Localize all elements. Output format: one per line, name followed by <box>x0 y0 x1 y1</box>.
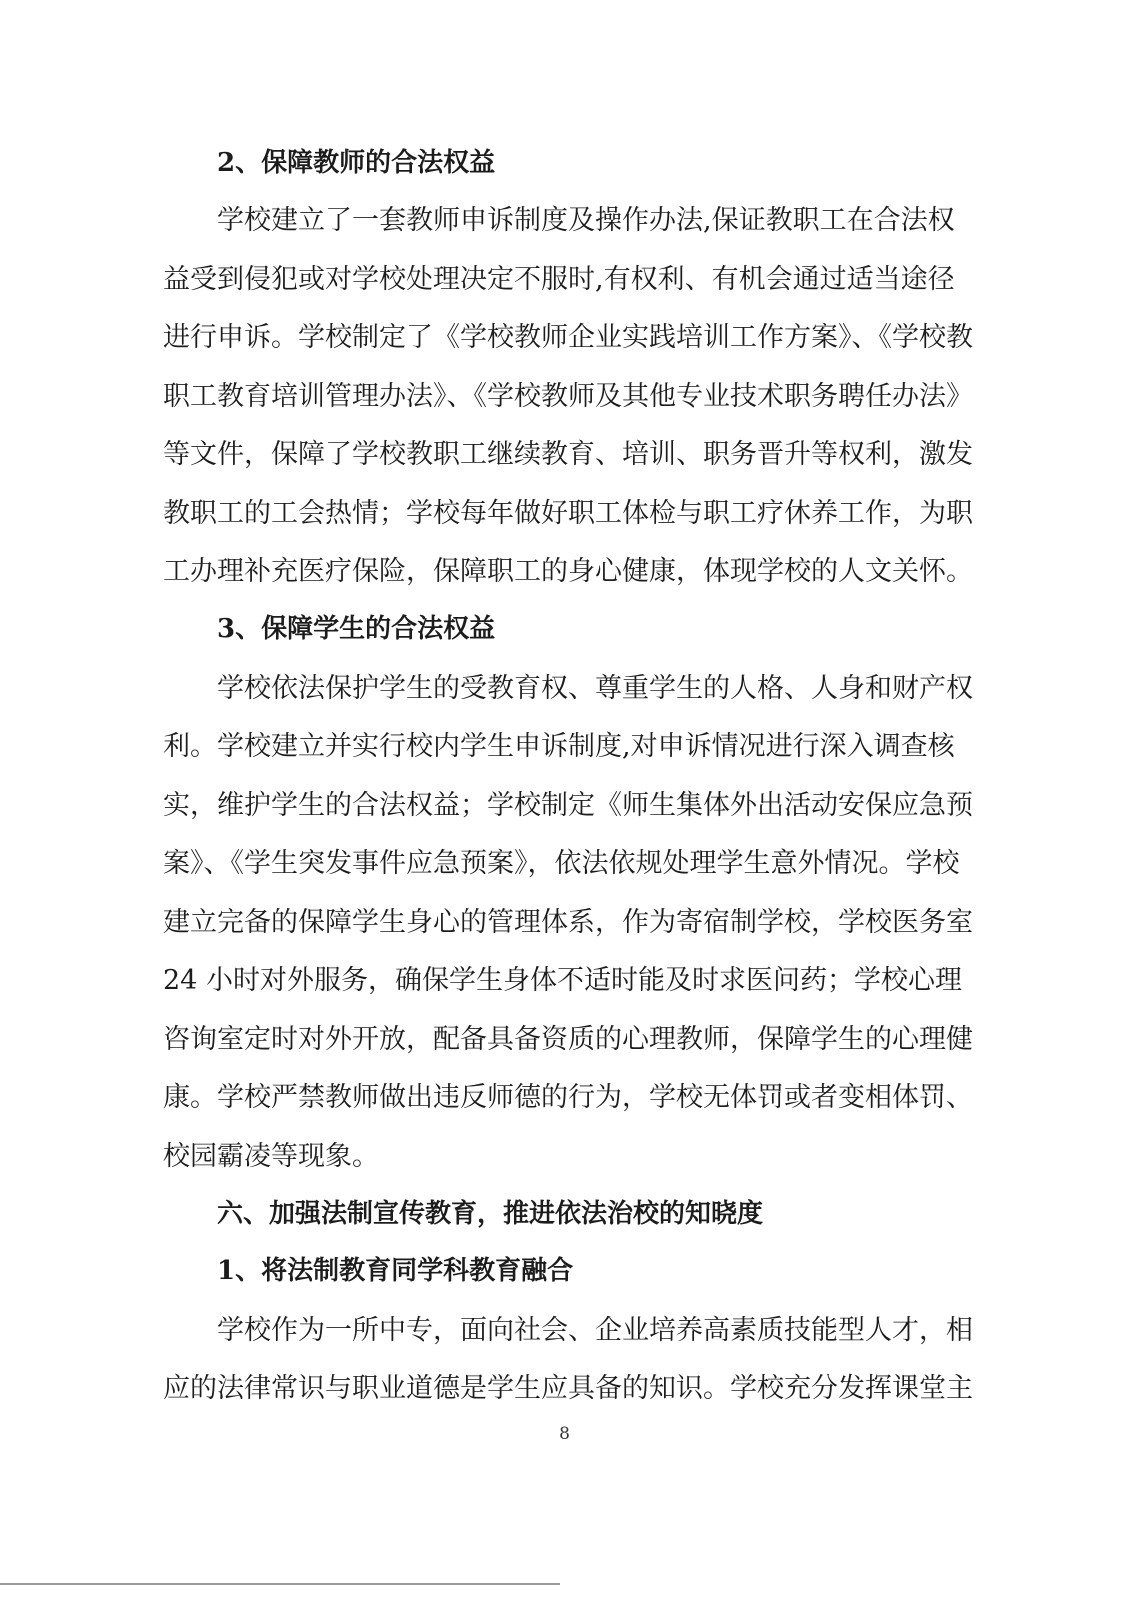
paragraph-line: 学校依法保护学生的受教育权、尊重学生的人格、人身和财产权 <box>217 673 973 704</box>
section-heading-student-rights: 3、保障学生的合法权益 <box>217 614 496 644</box>
paragraph-line: 教职工的工会热情；学校每年做好职工体检与职工疗休养工作，为职 <box>163 498 973 529</box>
paragraph-line: 24 小时对外服务，确保学生身体不适时能及时求医问药；学校心理 <box>163 965 962 996</box>
paragraph-line: 益受到侵犯或对学校处理决定不服时,有权利、有机会通过适当途径 <box>163 264 955 295</box>
paragraph-line: 建立完备的保障学生身心的管理体系，作为寄宿制学校，学校医务室 <box>163 907 973 938</box>
section-heading-teacher-rights: 2、保障教师的合法权益 <box>217 148 496 178</box>
paragraph-line: 实，维护学生的合法权益；学校制定《师生集体外出活动安保应急预 <box>163 790 973 821</box>
paragraph-line: 康。学校严禁教师做出违反师德的行为，学校无体罚或者变相体罚、 <box>163 1082 973 1113</box>
paragraph-line: 等文件，保障了学校教职工继续教育、培训、职务晋升等权利，激发 <box>163 439 973 470</box>
paragraph-line: 应的法律常识与职业道德是学生应具备的知识。学校充分发挥课堂主 <box>163 1373 973 1404</box>
paragraph-line: 职工教育培训管理办法》、《学校教师及其他专业技术职务聘任办法》 <box>163 381 973 412</box>
paragraph-line: 咨询室定时对外开放，配备具备资质的心理教师，保障学生的心理健 <box>163 1024 973 1055</box>
paragraph-line: 案》、《学生突发事件应急预案》，依法依规处理学生意外情况。学校 <box>163 848 960 879</box>
subsection-heading-integration: 1、将法制教育同学科教育融合 <box>217 1256 574 1286</box>
paragraph-line: 进行申诉。学校制定了《学校教师企业实践培训工作方案》、《学校教 <box>163 322 973 353</box>
paragraph-line: 校园霸凌等现象。 <box>163 1141 379 1172</box>
chapter-heading-legal-education: 六、加强法制宣传教育，推进依法治校的知晓度 <box>217 1199 764 1229</box>
scan-edge-divider <box>0 1583 560 1585</box>
paragraph-line: 学校作为一所中专，面向社会、企业培养高素质技能型人才，相 <box>217 1315 973 1346</box>
paragraph-line: 学校建立了一套教师申诉制度及操作办法,保证教职工在合法权 <box>217 205 955 236</box>
paragraph-line: 工办理补充医疗保险，保障职工的身心健康，体现学校的人文关怀。 <box>163 556 973 587</box>
paragraph-line: 利。学校建立并实行校内学生申诉制度,对申诉情况进行深入调查核 <box>163 731 955 762</box>
page-number: 8 <box>559 1424 570 1444</box>
